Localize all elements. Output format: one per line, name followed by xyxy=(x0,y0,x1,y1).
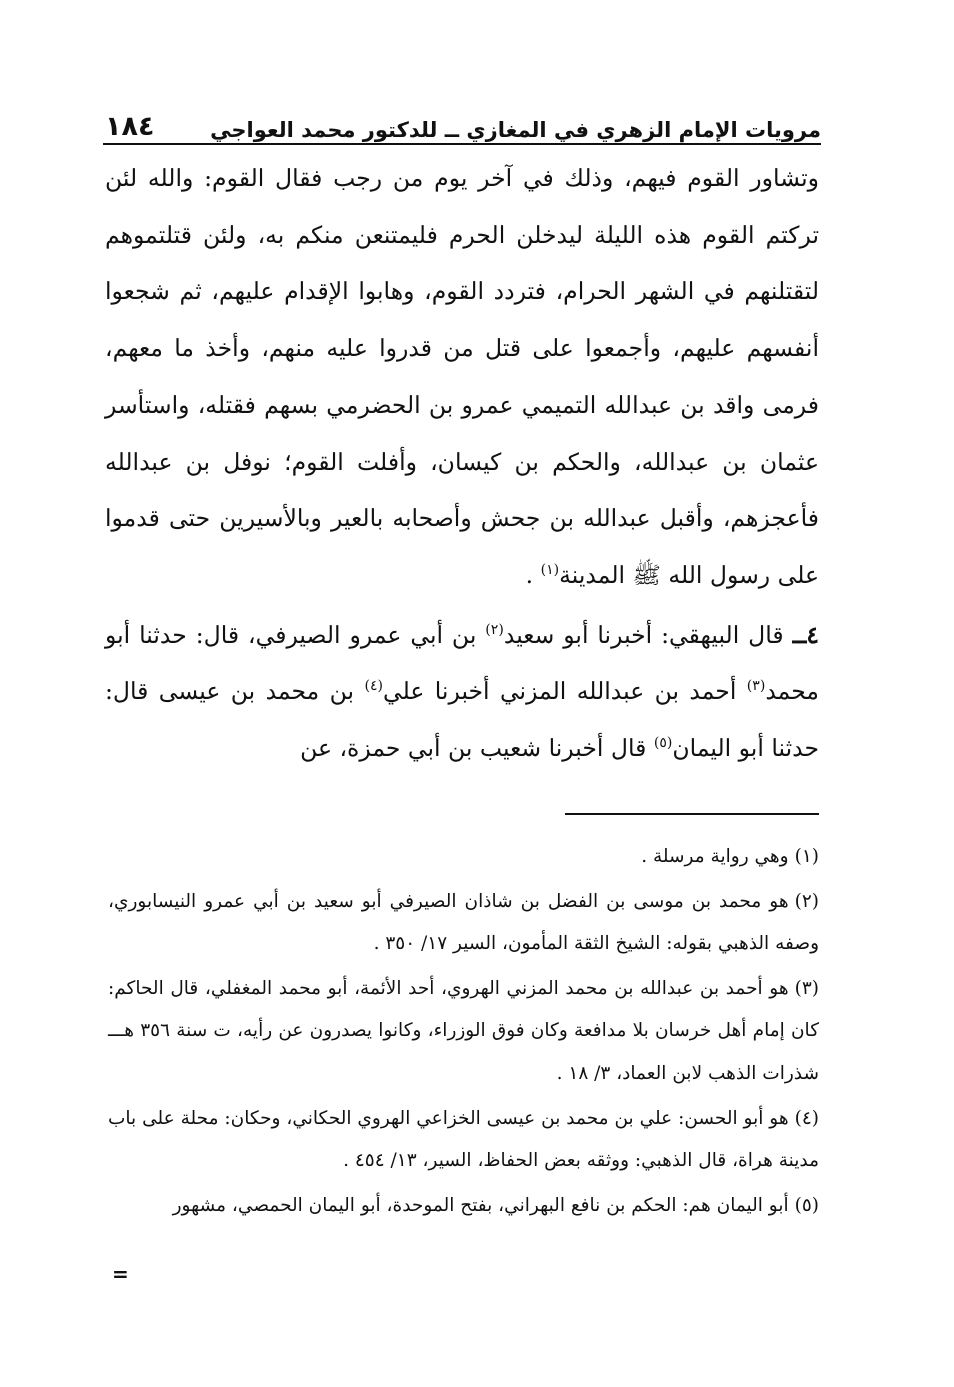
text-fragment: . xyxy=(525,560,541,589)
running-header xyxy=(105,98,821,142)
footnote-ref: (١) xyxy=(540,562,560,579)
footnote-ref: (٥) xyxy=(653,735,673,752)
text-line: وتشاور القوم فيهم، وذلك في آخر يوم من رجب فقال القوم: والله لئن xyxy=(105,164,819,192)
text-line: قدموا على رسول الله ﷺ المدينة xyxy=(105,504,819,589)
text-line: فأعجزهم، وأقبل عبدالله بن جحش وأصحابه بالعير وبالأسيرين حتى xyxy=(168,504,819,533)
text-fragment: قال أخبرنا شعيب بن أبي حمزة، عن xyxy=(300,734,654,763)
main-text xyxy=(105,150,819,777)
footnote-separator xyxy=(565,813,819,815)
footnotes xyxy=(108,836,819,1229)
running-title: مرويات الإمام الزهري في المغازي ــ للدكتور محمد العواجي xyxy=(210,118,821,142)
footnote-text: أبو اليمان هم: الحكم بن نافع البهراني، بفتح الموحدة، أبو اليمان الحمصي، مشهور xyxy=(172,1194,789,1216)
footnote-text: هو محمد بن موسى بن الفضل بن شاذان الصيرفي أبو سعيد بن أبي عمرو النيسابوري، وصفه الذهبي بقوله: الشيخ الثقة المأمون، السير ١٧/ ٣٥٠ . xyxy=(108,890,819,955)
footnote-number: (٣) xyxy=(794,977,819,999)
header-rule xyxy=(103,143,821,145)
footnote xyxy=(108,881,819,966)
text-line: أنفسهم عليهم، وأجمعوا على قتل من قدروا عليه منهم، وأخذ ما معهم، xyxy=(105,334,819,363)
text-line: عثمان بن عبدالله، والحكم بن كيسان، وأفلت القوم؛ نوفل بن عبدالله xyxy=(105,447,819,476)
continuation-mark: = xyxy=(112,1262,129,1286)
footnote-number: (٢) xyxy=(794,890,819,912)
item-number: ٤ــ xyxy=(792,620,819,649)
footnote xyxy=(108,968,819,1096)
paragraph xyxy=(105,607,819,777)
footnote-number: (٤) xyxy=(794,1107,819,1129)
paragraph xyxy=(105,150,819,604)
footnote xyxy=(108,1098,819,1183)
page-number: ١٨٤ xyxy=(105,111,155,142)
footnote-number: (١) xyxy=(794,846,819,867)
text-line: فرمى واقد بن عبدالله التميمي عمرو بن الحضرمي بسهم فقتله، واستأسر xyxy=(105,390,819,419)
text-fragment: أحمد بن عبدالله المزني أخبرنا علي xyxy=(383,677,747,706)
text-fragment: بن أبي عمرو الصيرفي، قال: حدثنا أبو محمد xyxy=(105,620,819,706)
footnote-text: هو أحمد بن عبدالله بن محمد المزني الهروي، أحد الأئمة، أبو محمد المغفلي، قال الحاكم: كان إمام أهل خرسان بلا مدافعة وكان فوق الوزراء، وكانوا يصدرون عن رأيه، ت سنة ٣٥٦ هـــ شذرات الذهب لابن العماد، ٣/ ١٨ . xyxy=(108,977,819,1084)
footnote-ref: (٤) xyxy=(364,678,384,695)
footnote-number: (٥) xyxy=(794,1194,819,1216)
text-line: تركتم القوم هذه الليلة ليدخلن الحرم فليمتنعن منكم به، ولئن قتلتموهم xyxy=(105,220,819,249)
text-fragment: قال البيهقي: أخبرنا أبو سعيد xyxy=(503,620,793,649)
text-line: لتقتلنهم في الشهر الحرام، فتردد القوم، وهابوا الإقدام عليهم، ثم شجعوا xyxy=(105,277,819,306)
footnote-text: هو أبو الحسن: علي بن محمد بن عيسى الخزاعي الهروي الحكاني، وحكان: محلة على باب مدينة هراة، قال الذهبي: ووثقه بعض الحفاظ، السير، ١٣/ ٤٥٤ . xyxy=(108,1107,819,1172)
text-fragment: بن محمد بن عيسى قال: حدثنا أبو اليمان xyxy=(105,677,819,763)
footnote xyxy=(108,836,819,879)
footnote-text: وهي رواية مرسلة . xyxy=(641,846,789,867)
footnote-ref: (٢) xyxy=(485,621,504,638)
footnote xyxy=(108,1185,819,1228)
footnote-ref: (٣) xyxy=(746,678,766,695)
